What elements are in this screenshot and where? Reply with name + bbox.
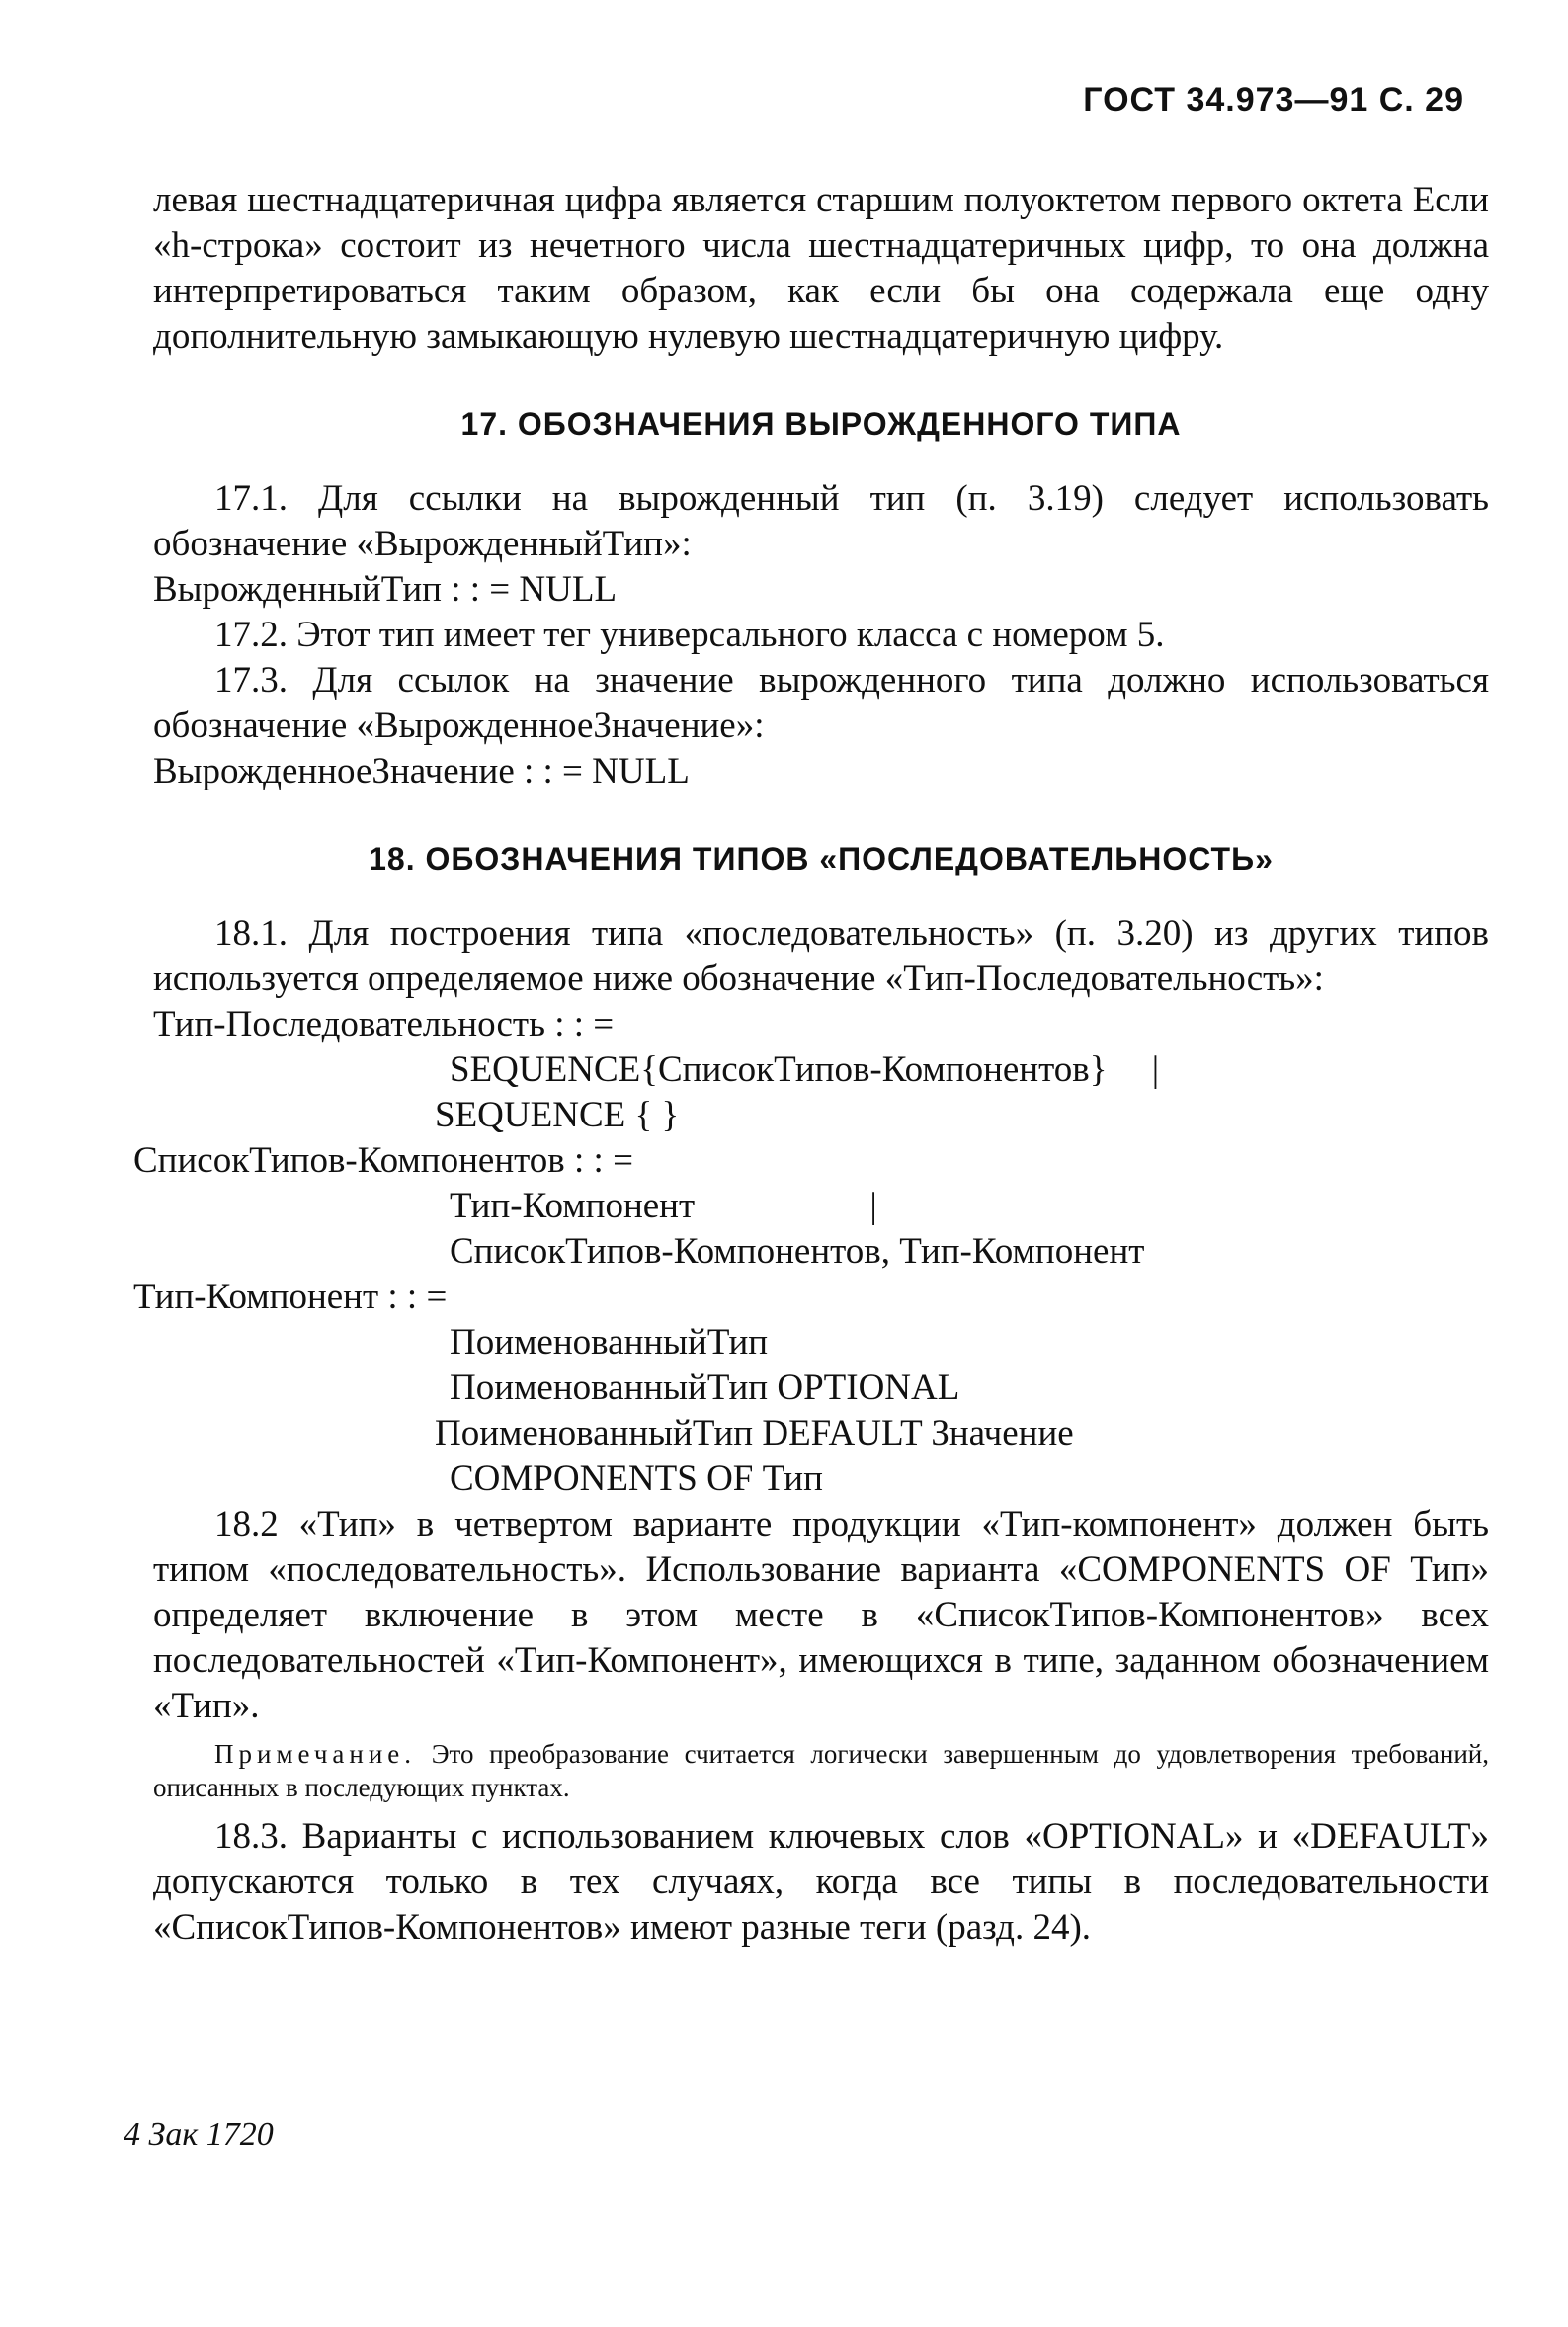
page-body (133, 178, 1489, 1951)
grammar-alt (450, 1047, 1489, 1093)
definition-null-type: ВырожденныйТип : : = NULL (153, 569, 618, 610)
grammar-alt (450, 1184, 1489, 1229)
paragraph-18-1: 18.1. Для построения типа «последовательность» (п. 3.20) из других типов используется определяемое ниже обозначение «Тип-Последовательность»: (153, 913, 1489, 999)
note (153, 1737, 1489, 1804)
paragraph-18-3: 18.3. Варианты с использованием ключевых слов «OPTIONAL» и «DEFAULT» допускаются только в тех случаях, когда все типы в последовательности «СписокТипов-Компонентов» имеют разные теги (разд. 24). (153, 1816, 1489, 1948)
grammar-alt: SEQUENCE { } (435, 1095, 680, 1135)
paragraph-18-2: 18.2 «Тип» в четвертом варианте продукции «Тип-компонент» должен быть типом «последовательность». Использование варианта «COMPONENTS OF Тип» определяет включение в этом месте в «СписокТипов-Компонентов» всех последовательностей «Тип-Компонент», имеющихся в типе, заданном обозначением «Тип». (153, 1504, 1489, 1726)
grammar-alt-separator: | (869, 1186, 877, 1226)
note-label: Примечание. (214, 1739, 417, 1769)
grammar-alt-text: SEQUENCE{СписокТипов-Компонентов} (450, 1049, 1108, 1090)
paragraph-17-1: 17.1. Для ссылки на вырожденный тип (п. 3.19) следует использовать обозначение «ВырожденныйТип»: (153, 478, 1489, 564)
section-17-heading: 17. ОБОЗНАЧЕНИЯ ВЫРОЖДЕННОГО ТИПА (460, 406, 1182, 442)
grammar-alt: СписокТипов-Компонентов, Тип-Компонент (450, 1231, 1145, 1272)
paragraph-17-3: 17.3. Для ссылок на значение вырожденного типа должно использоваться обозначение «ВырожденноеЗначение»: (153, 660, 1489, 746)
grammar-alt: ПоименованныйТип DEFAULT Значение (435, 1413, 1074, 1454)
page-footer: 4 Зак 1720 (124, 2117, 274, 2153)
grammar-block (133, 1002, 1489, 1502)
grammar-alt-text: Тип-Компонент (450, 1186, 696, 1226)
grammar-alt-separator: | (1151, 1049, 1160, 1090)
grammar-rule-sequence-type: Тип-Последовательность : : = (153, 1004, 615, 1044)
note-text: Это преобразование считается логически завершенным до удовлетворения требований, описанных в последующих пунктах. (153, 1739, 1489, 1802)
grammar-alt: COMPONENTS OF Тип (450, 1458, 823, 1499)
paragraph-17-2: 17.2. Этот тип имеет тег универсального класса с номером 5. (214, 615, 1165, 655)
grammar-rule-component-list: СписокТипов-Компонентов : : = (133, 1140, 633, 1181)
intro-paragraph: левая шестнадцатеричная цифра является старшим полуоктетом первого октета Если «h-строка» состоит из нечетного числа шестнадцатеричных цифр, то она должна интерпретироваться таким образом, как если бы она содержала еще одну дополнительную замыкающую нулевую шестнадцатеричную цифру. (153, 180, 1489, 357)
definition-null-value: ВырожденноеЗначение : : = NULL (153, 751, 690, 791)
grammar-alt: ПоименованныйТип OPTIONAL (450, 1368, 960, 1408)
section-18-heading: 18. ОБОЗНАЧЕНИЯ ТИПОВ «ПОСЛЕДОВАТЕЛЬНОСТЬ» (369, 841, 1274, 876)
grammar-rule-component-type: Тип-Компонент : : = (133, 1277, 448, 1317)
grammar-alt: ПоименованныйТип (450, 1322, 769, 1363)
page-header: ГОСТ 34.973—91 С. 29 (1083, 81, 1464, 119)
